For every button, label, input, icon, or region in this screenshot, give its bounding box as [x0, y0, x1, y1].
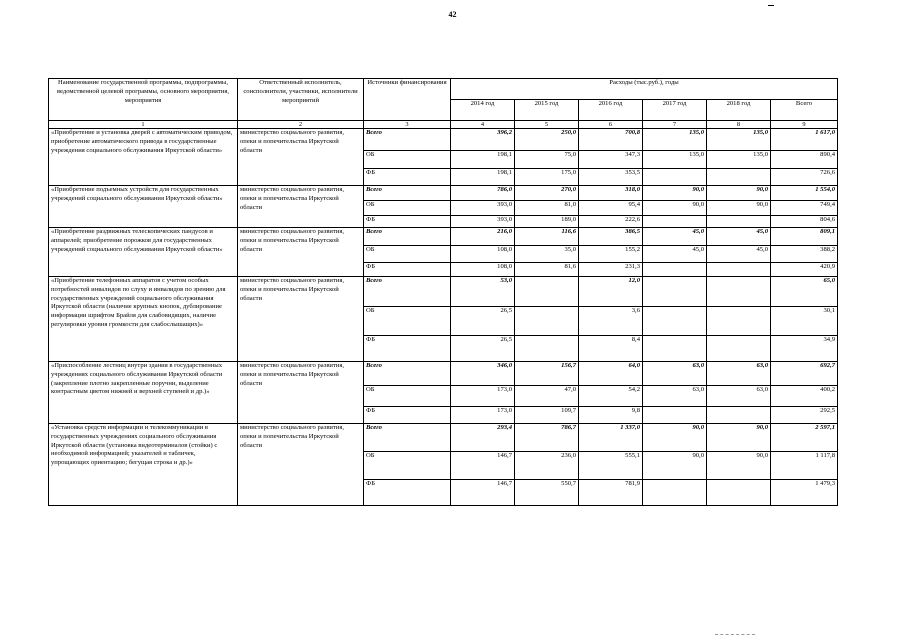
year-value-cell: 386,5: [579, 228, 643, 246]
activity-total-row: [49, 186, 838, 201]
year-value-cell: 270,0: [515, 186, 579, 201]
total-value-cell: 749,4: [771, 201, 838, 216]
funding-source: ФБ: [364, 263, 451, 277]
year-value-cell: [643, 336, 707, 362]
year-value-cell: 45,0: [643, 246, 707, 263]
year-value-cell: [707, 277, 771, 307]
header-total-cell: Всего: [771, 100, 838, 121]
activity-name: «Приспособление лестниц внутри здания в государственных учреждениях социального обслуживания Иркутской области (закрепление плотно закрепленные поручни, выделение контрастным цветом нижней и верхней ступеней и др.)»: [49, 362, 238, 424]
responsible-executor: министерство социального развития, опеки и попечительства Иркутской области: [238, 228, 364, 277]
funding-source: Всего: [364, 228, 451, 246]
year-value-cell: 135,0: [643, 151, 707, 169]
year-value-cell: 146,7: [451, 452, 515, 480]
year-value-cell: 12,0: [579, 277, 643, 307]
year-value-cell: 318,0: [579, 186, 643, 201]
year-value-cell: 189,0: [515, 216, 579, 228]
year-value-cell: 135,0: [707, 151, 771, 169]
total-value-cell: 292,5: [771, 407, 838, 424]
header-year-cell: 2018 год: [707, 100, 771, 121]
header-year-cell: 2015 год: [515, 100, 579, 121]
funding-source: ФБ: [364, 336, 451, 362]
column-number: 5: [515, 121, 579, 129]
year-value-cell: [707, 307, 771, 336]
year-value-cell: [707, 216, 771, 228]
header-year-cell: 2014 год: [451, 100, 515, 121]
budget-table: [48, 78, 838, 506]
total-value-cell: 692,7: [771, 362, 838, 386]
activity-name: «Приобретение подъемных устройств для государственных учреждений социального обслуживания Иркутской области»: [49, 186, 238, 228]
year-value-cell: 781,9: [579, 480, 643, 506]
year-value-cell: 135,0: [707, 129, 771, 151]
column-number: 6: [579, 121, 643, 129]
total-value-cell: 890,4: [771, 151, 838, 169]
year-value-cell: 53,0: [451, 277, 515, 307]
header-row-top: [49, 79, 838, 100]
year-value-cell: 109,7: [515, 407, 579, 424]
year-value-cell: 95,4: [579, 201, 643, 216]
year-value-cell: 26,5: [451, 307, 515, 336]
activity-name: «Приобретение телефонных аппаратов с учетом особых потребностей инвалидов по слуху и инвалидов по зрению для государственных учреждений социального обслуживания Иркутской области (наличие крупных кнопок, дублирование информации шрифтом Брайля для слабовидящих, наличие регулировки уровня громкости для слабослышащих)»: [49, 277, 238, 362]
activity-total-row: [49, 129, 838, 151]
column-number: 7: [643, 121, 707, 129]
year-value-cell: [707, 407, 771, 424]
year-value-cell: 9,8: [579, 407, 643, 424]
year-value-cell: 135,0: [643, 129, 707, 151]
corner-mark: [768, 5, 774, 6]
activity-total-row: [49, 277, 838, 307]
year-value-cell: 81,0: [515, 201, 579, 216]
year-value-cell: [515, 277, 579, 307]
year-value-cell: 393,0: [451, 216, 515, 228]
year-value-cell: 45,0: [643, 228, 707, 246]
year-value-cell: 555,1: [579, 452, 643, 480]
year-value-cell: 64,0: [579, 362, 643, 386]
total-value-cell: 34,9: [771, 336, 838, 362]
responsible-executor: министерство социального развития, опеки и попечительства Иркутской области: [238, 186, 364, 228]
year-value-cell: 90,0: [707, 452, 771, 480]
year-value-cell: 81,6: [515, 263, 579, 277]
activity-name: «Установка средств информации и телекоммуникации в государственных учреждениях социального обслуживания Иркутской области (установка видеотерминалов (стойки) с необходимой информацией; указателей и табличек, упрощающих ориентацию; бегущая строка и др.)»: [49, 424, 238, 506]
year-value-cell: 173,0: [451, 386, 515, 407]
funding-source: Всего: [364, 362, 451, 386]
column-number: 4: [451, 121, 515, 129]
year-value-cell: 347,3: [579, 151, 643, 169]
year-value-cell: 198,1: [451, 151, 515, 169]
funding-source: ОБ: [364, 307, 451, 336]
funding-source: ОБ: [364, 246, 451, 263]
year-value-cell: [643, 480, 707, 506]
year-value-cell: 90,0: [643, 424, 707, 452]
responsible-executor: министерство социального развития, опеки и попечительства Иркутской области: [238, 362, 364, 424]
total-value-cell: 809,1: [771, 228, 838, 246]
year-value-cell: [643, 263, 707, 277]
total-value-cell: 30,1: [771, 307, 838, 336]
year-value-cell: 700,8: [579, 129, 643, 151]
total-value-cell: 2 597,1: [771, 424, 838, 452]
total-value-cell: 1 479,3: [771, 480, 838, 506]
year-value-cell: 75,0: [515, 151, 579, 169]
column-number: 2: [238, 121, 364, 129]
year-value-cell: 35,0: [515, 246, 579, 263]
year-value-cell: 550,7: [515, 480, 579, 506]
page-number: 42: [448, 10, 457, 19]
year-value-cell: 45,0: [707, 246, 771, 263]
year-value-cell: 63,0: [707, 386, 771, 407]
column-number: 1: [49, 121, 238, 129]
funding-source: Всего: [364, 129, 451, 151]
total-value-cell: 388,2: [771, 246, 838, 263]
funding-source: ФБ: [364, 216, 451, 228]
header-expenses-cell: Расходы (тыс.руб.), годы: [451, 79, 838, 100]
year-value-cell: 236,0: [515, 452, 579, 480]
year-value-cell: 173,0: [451, 407, 515, 424]
funding-source: ОБ: [364, 201, 451, 216]
total-value-cell: 804,6: [771, 216, 838, 228]
year-value-cell: 786,7: [515, 424, 579, 452]
header-year-cell: 2016 год: [579, 100, 643, 121]
activity-name: «Приобретение и установка дверей с автоматическим приводом, приобретение автоматического привода в государственные учреждения социального обслуживания Иркутской области»: [49, 129, 238, 186]
year-value-cell: [643, 169, 707, 186]
scan-artifact-line: [715, 634, 755, 635]
responsible-executor: министерство социального развития, опеки и попечительства Иркутской области: [238, 129, 364, 186]
year-value-cell: 786,0: [451, 186, 515, 201]
year-value-cell: 146,7: [451, 480, 515, 506]
year-value-cell: [643, 216, 707, 228]
total-value-cell: 1 117,8: [771, 452, 838, 480]
year-value-cell: 90,0: [707, 186, 771, 201]
year-value-cell: [515, 336, 579, 362]
year-value-cell: 63,0: [643, 362, 707, 386]
year-value-cell: 108,0: [451, 246, 515, 263]
total-value-cell: 420,9: [771, 263, 838, 277]
total-value-cell: 726,6: [771, 169, 838, 186]
column-number: 9: [771, 121, 838, 129]
year-value-cell: [707, 480, 771, 506]
year-value-cell: [643, 277, 707, 307]
year-value-cell: 346,0: [451, 362, 515, 386]
total-value-cell: 1 554,0: [771, 186, 838, 201]
funding-source: ФБ: [364, 480, 451, 506]
year-value-cell: 216,0: [451, 228, 515, 246]
year-value-cell: 353,5: [579, 169, 643, 186]
total-value-cell: 400,2: [771, 386, 838, 407]
year-value-cell: 116,6: [515, 228, 579, 246]
year-value-cell: [515, 307, 579, 336]
total-value-cell: 65,0: [771, 277, 838, 307]
activity-total-row: [49, 228, 838, 246]
year-value-cell: [707, 169, 771, 186]
year-value-cell: 90,0: [643, 452, 707, 480]
year-value-cell: [707, 263, 771, 277]
total-value-cell: 1 617,0: [771, 129, 838, 151]
column-number: 3: [364, 121, 451, 129]
header-year-cell: 2017 год: [643, 100, 707, 121]
year-value-cell: 250,0: [515, 129, 579, 151]
activity-name: «Приобретение раздвижных телескопических пандусов и аппарелей; приобретение порожков для государственных учреждений социального обслуживания Иркутской области»: [49, 228, 238, 277]
responsible-executor: министерство социального развития, опеки и попечительства Иркутской области: [238, 277, 364, 362]
year-value-cell: 90,0: [643, 201, 707, 216]
year-value-cell: 393,0: [451, 201, 515, 216]
year-value-cell: 293,4: [451, 424, 515, 452]
funding-source: ОБ: [364, 151, 451, 169]
year-value-cell: 63,0: [643, 386, 707, 407]
year-value-cell: 222,6: [579, 216, 643, 228]
funding-source: Всего: [364, 186, 451, 201]
funding-source: Всего: [364, 424, 451, 452]
year-value-cell: 231,3: [579, 263, 643, 277]
year-value-cell: 3,6: [579, 307, 643, 336]
year-value-cell: 8,4: [579, 336, 643, 362]
year-value-cell: 396,2: [451, 129, 515, 151]
funding-source: ФБ: [364, 169, 451, 186]
year-value-cell: 156,7: [515, 362, 579, 386]
activity-total-row: [49, 424, 838, 452]
funding-source: Всего: [364, 277, 451, 307]
year-value-cell: 1 337,0: [579, 424, 643, 452]
column-number: 8: [707, 121, 771, 129]
year-value-cell: [643, 407, 707, 424]
year-value-cell: 90,0: [643, 186, 707, 201]
year-value-cell: 54,2: [579, 386, 643, 407]
funding-source: ОБ: [364, 452, 451, 480]
responsible-executor: министерство социального развития, опеки и попечительства Иркутской области: [238, 424, 364, 506]
year-value-cell: 108,0: [451, 263, 515, 277]
column-numbers-row: [49, 121, 838, 129]
header-source-cell: Источники финансирования: [364, 79, 451, 121]
year-value-cell: 198,1: [451, 169, 515, 186]
header-responsible-cell: Ответственный исполнитель, соисполнители, участники, исполнители мероприятий: [238, 79, 364, 121]
funding-source: ОБ: [364, 386, 451, 407]
year-value-cell: [707, 336, 771, 362]
year-value-cell: 90,0: [707, 201, 771, 216]
year-value-cell: 175,0: [515, 169, 579, 186]
header-name-cell: Наименование государственной программы, подпрограммы, ведомственной целевой программы, основного мероприятия, мероприятия: [49, 79, 238, 121]
year-value-cell: 47,0: [515, 386, 579, 407]
activity-total-row: [49, 362, 838, 386]
funding-source: ФБ: [364, 407, 451, 424]
year-value-cell: [643, 307, 707, 336]
year-value-cell: 26,5: [451, 336, 515, 362]
year-value-cell: 45,0: [707, 228, 771, 246]
year-value-cell: 90,0: [707, 424, 771, 452]
year-value-cell: 155,2: [579, 246, 643, 263]
year-value-cell: 63,0: [707, 362, 771, 386]
